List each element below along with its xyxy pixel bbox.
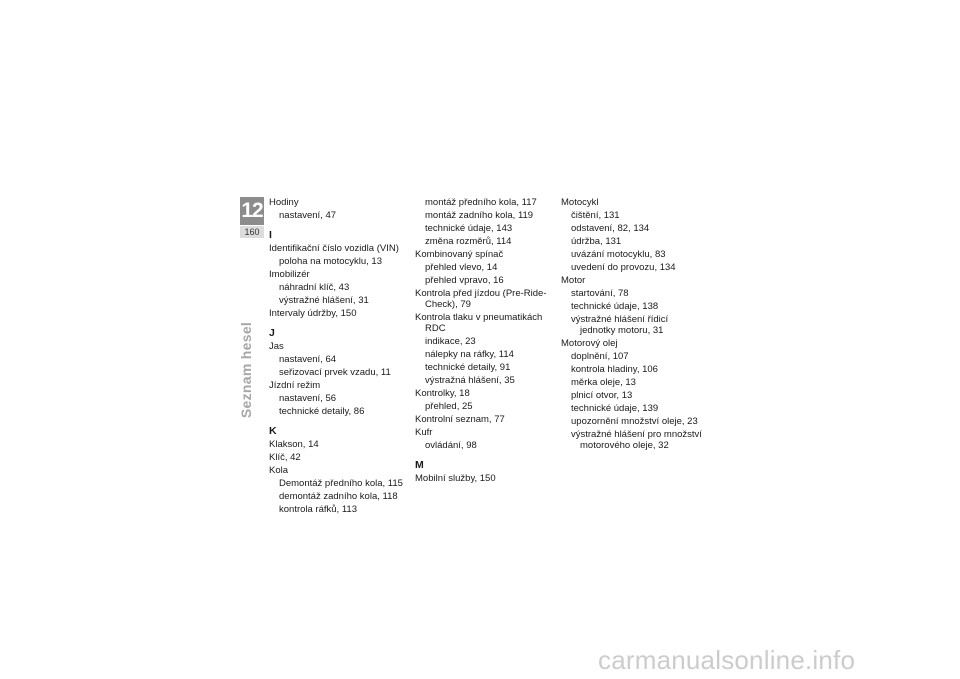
index-subentry: technické údaje, 139: [571, 403, 659, 414]
index-subentry: technické detaily, 86: [279, 406, 365, 417]
index-subentry: výstražné hlášení řídicí jednotky motoru, 31: [571, 314, 669, 336]
index-entry: Motorový olej: [561, 338, 618, 349]
index-subentry: Demontáž předního kola, 115: [279, 478, 403, 489]
index-subentry: nastavení, 47: [279, 210, 337, 221]
chapter-number: 12: [240, 197, 264, 225]
index-entry: Mobilní služby, 150: [415, 473, 496, 484]
index-subentry: přehled vlevo, 14: [425, 262, 498, 273]
index-entry: Motor: [561, 275, 586, 286]
index-entry: Klakson, 14: [269, 439, 319, 450]
chapter-tab: [240, 197, 264, 238]
index-subentry: technické údaje, 138: [571, 301, 659, 312]
index-entry: Kontrolky, 18: [415, 388, 470, 399]
index-subentry: odstavení, 82, 134: [571, 223, 650, 234]
index-column-1: [269, 197, 411, 515]
index-subentry: doplnění, 107: [571, 351, 629, 362]
index-entry: Imobilizér: [269, 269, 310, 280]
index-entry: Jízdní režim: [269, 380, 321, 391]
index-entry: Intervaly údržby, 150: [269, 308, 357, 319]
index-letter: M: [415, 459, 424, 471]
section-title: Seznam hesel: [238, 321, 254, 419]
watermark: carmanualsonline.info: [598, 645, 856, 675]
index-subentry: uvedení do provozu, 134: [571, 262, 676, 273]
index-subentry: startování, 78: [571, 288, 629, 299]
index-entry: Kontrola tlaku v pneumatikách RDC: [415, 312, 543, 334]
index-subentry: nastavení, 64: [279, 354, 337, 365]
index-entry: Kombinovaný spínač: [415, 249, 504, 260]
index-subentry: upozornění množství oleje, 23: [571, 416, 698, 427]
index-entry: Identifikační číslo vozidla (VIN): [269, 243, 399, 254]
index-subentry: nálepky na ráfky, 114: [425, 349, 514, 360]
index-letter: K: [269, 425, 277, 437]
index-entry: Kontrolní seznam, 77: [415, 414, 505, 425]
index-subentry: seřizovací prvek vzadu, 11: [279, 367, 391, 378]
index-subentry: změna rozměrů, 114: [425, 236, 512, 247]
index-letter: I: [269, 229, 272, 241]
index-entry: Kola: [269, 465, 289, 476]
index-subentry: údržba, 131: [571, 236, 622, 247]
index-subentry: kontrola hladiny, 106: [571, 364, 658, 375]
index-subentry: výstražné hlášení pro množství motorového oleje, 32: [571, 429, 702, 451]
index-column-3: [561, 197, 703, 451]
index-subentry: přehled, 25: [425, 401, 473, 412]
index-subentry: měrka oleje, 13: [571, 377, 636, 388]
index-entry: Klíč, 42: [269, 452, 301, 463]
index-entry: Motocykl: [561, 197, 599, 208]
index-letter: J: [269, 327, 275, 339]
index-subentry: technické údaje, 143: [425, 223, 513, 234]
index-subentry: plnicí otvor, 13: [571, 390, 633, 401]
index-subentry: poloha na motocyklu, 13: [279, 256, 382, 267]
index-subentry: nastavení, 56: [279, 393, 337, 404]
index-subentry: demontáž zadního kola, 118: [279, 491, 398, 502]
page-number: 160: [240, 226, 264, 238]
index-subentry: náhradní klíč, 43: [279, 282, 350, 293]
index-subentry: čištění, 131: [571, 210, 620, 221]
index-entry: Hodiny: [269, 197, 299, 208]
index-subentry: kontrola ráfků, 113: [279, 504, 357, 515]
index-subentry: výstražná hlášení, 35: [425, 375, 515, 386]
index-entry: Kontrola před jízdou (Pre-Ride-Check), 79: [415, 288, 547, 310]
index-entry: Jas: [269, 341, 284, 352]
index-column-2: [415, 197, 557, 484]
index-subentry: montáž předního kola, 117: [425, 197, 537, 208]
index-subentry: uvázání motocyklu, 83: [571, 249, 666, 260]
index-subentry: technické detaily, 91: [425, 362, 511, 373]
index-subentry: montáž zadního kola, 119: [425, 210, 534, 221]
index-subentry: ovládání, 98: [425, 440, 477, 451]
index-subentry: indikace, 23: [425, 336, 476, 347]
index-subentry: výstražné hlášení, 31: [279, 295, 369, 306]
index-subentry: přehled vpravo, 16: [425, 275, 504, 286]
index-entry: Kufr: [415, 427, 433, 438]
